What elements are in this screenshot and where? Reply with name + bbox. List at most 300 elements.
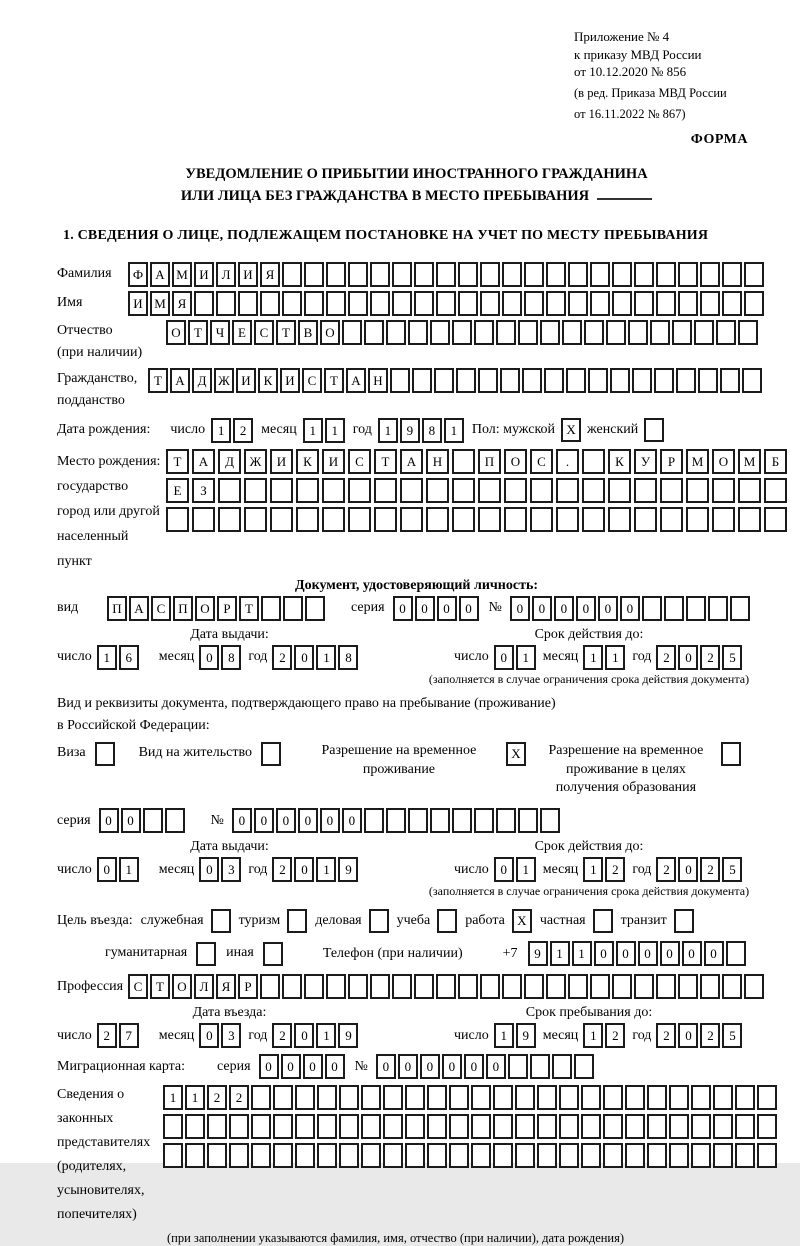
char-cell[interactable]: 1 <box>583 645 603 670</box>
char-cell[interactable]: 0 <box>704 941 724 966</box>
char-cell[interactable] <box>400 507 423 532</box>
char-cell[interactable] <box>650 320 670 345</box>
char-cell[interactable]: А <box>150 262 170 287</box>
char-cell[interactable]: 9 <box>338 1023 358 1048</box>
char-cell[interactable] <box>669 1143 689 1168</box>
char-cell[interactable] <box>383 1143 403 1168</box>
char-cell[interactable] <box>339 1143 359 1168</box>
female-checkbox[interactable] <box>644 418 664 442</box>
char-cell[interactable] <box>192 507 215 532</box>
char-cell[interactable]: 0 <box>99 808 119 833</box>
char-cell[interactable]: Ж <box>244 449 267 474</box>
char-cell[interactable] <box>546 262 566 287</box>
char-cell[interactable] <box>603 1114 623 1139</box>
char-cell[interactable]: 0 <box>199 857 219 882</box>
char-cell[interactable] <box>364 320 384 345</box>
char-cell[interactable]: 0 <box>199 1023 219 1048</box>
char-cell[interactable] <box>634 262 654 287</box>
purpose-transit-checkbox[interactable] <box>674 909 694 933</box>
char-cell[interactable] <box>493 1085 513 1110</box>
char-cell[interactable] <box>713 1085 733 1110</box>
char-cell[interactable] <box>305 596 325 621</box>
char-cell[interactable]: Е <box>166 478 189 503</box>
char-cell[interactable] <box>480 974 500 999</box>
purpose-official-checkbox[interactable] <box>211 909 231 933</box>
char-cell[interactable] <box>722 262 742 287</box>
char-cell[interactable] <box>522 368 542 393</box>
char-cell[interactable]: 0 <box>254 808 274 833</box>
char-cell[interactable]: 0 <box>320 808 340 833</box>
char-cell[interactable] <box>708 596 728 621</box>
char-cell[interactable] <box>581 1143 601 1168</box>
char-cell[interactable] <box>568 262 588 287</box>
char-cell[interactable] <box>496 808 516 833</box>
char-cell[interactable] <box>478 507 501 532</box>
char-cell[interactable] <box>524 262 544 287</box>
char-cell[interactable]: П <box>478 449 501 474</box>
char-cell[interactable] <box>738 478 761 503</box>
char-cell[interactable] <box>260 291 280 316</box>
char-cell[interactable]: 2 <box>700 857 720 882</box>
char-cell[interactable]: . <box>556 449 579 474</box>
char-cell[interactable] <box>166 507 189 532</box>
char-cell[interactable]: К <box>608 449 631 474</box>
char-cell[interactable] <box>524 291 544 316</box>
char-cell[interactable] <box>282 974 302 999</box>
char-cell[interactable]: 0 <box>376 1054 396 1079</box>
char-cell[interactable] <box>449 1085 469 1110</box>
char-cell[interactable] <box>726 941 746 966</box>
char-cell[interactable] <box>408 808 428 833</box>
char-cell[interactable] <box>374 478 397 503</box>
char-cell[interactable] <box>478 478 501 503</box>
char-cell[interactable] <box>537 1085 557 1110</box>
char-cell[interactable]: Н <box>368 368 388 393</box>
char-cell[interactable] <box>392 974 412 999</box>
char-cell[interactable] <box>590 291 610 316</box>
char-cell[interactable] <box>559 1143 579 1168</box>
char-cell[interactable] <box>632 368 652 393</box>
char-cell[interactable] <box>304 262 324 287</box>
char-cell[interactable]: 1 <box>550 941 570 966</box>
char-cell[interactable] <box>370 974 390 999</box>
char-cell[interactable] <box>251 1114 271 1139</box>
char-cell[interactable] <box>296 478 319 503</box>
char-cell[interactable] <box>764 507 787 532</box>
purpose-study-checkbox[interactable] <box>437 909 457 933</box>
char-cell[interactable]: 1 <box>378 418 398 443</box>
char-cell[interactable] <box>383 1085 403 1110</box>
char-cell[interactable] <box>738 507 761 532</box>
char-cell[interactable] <box>540 808 560 833</box>
temp-residence-checkbox[interactable]: X <box>506 742 526 766</box>
char-cell[interactable] <box>317 1085 337 1110</box>
char-cell[interactable] <box>405 1085 425 1110</box>
char-cell[interactable] <box>452 478 475 503</box>
char-cell[interactable] <box>735 1143 755 1168</box>
char-cell[interactable]: 1 <box>583 857 603 882</box>
char-cell[interactable] <box>568 974 588 999</box>
char-cell[interactable] <box>317 1143 337 1168</box>
char-cell[interactable]: О <box>712 449 735 474</box>
char-cell[interactable]: 0 <box>594 941 614 966</box>
char-cell[interactable]: А <box>192 449 215 474</box>
char-cell[interactable] <box>546 974 566 999</box>
char-cell[interactable] <box>474 808 494 833</box>
char-cell[interactable] <box>694 320 714 345</box>
char-cell[interactable]: 0 <box>121 808 141 833</box>
char-cell[interactable]: 0 <box>398 1054 418 1079</box>
char-cell[interactable] <box>686 478 709 503</box>
char-cell[interactable] <box>427 1085 447 1110</box>
char-cell[interactable] <box>590 974 610 999</box>
char-cell[interactable] <box>283 596 303 621</box>
char-cell[interactable]: 5 <box>722 1023 742 1048</box>
temp-residence-education-checkbox[interactable] <box>721 742 741 766</box>
char-cell[interactable] <box>568 291 588 316</box>
char-cell[interactable] <box>582 507 605 532</box>
char-cell[interactable]: Ч <box>210 320 230 345</box>
char-cell[interactable]: И <box>236 368 256 393</box>
char-cell[interactable] <box>530 478 553 503</box>
char-cell[interactable] <box>361 1143 381 1168</box>
purpose-business-checkbox[interactable] <box>369 909 389 933</box>
char-cell[interactable] <box>326 974 346 999</box>
char-cell[interactable]: 2 <box>605 1023 625 1048</box>
char-cell[interactable] <box>612 974 632 999</box>
char-cell[interactable]: С <box>530 449 553 474</box>
char-cell[interactable]: 1 <box>572 941 592 966</box>
char-cell[interactable] <box>713 1143 733 1168</box>
char-cell[interactable] <box>493 1143 513 1168</box>
char-cell[interactable]: 0 <box>554 596 574 621</box>
char-cell[interactable] <box>426 507 449 532</box>
char-cell[interactable]: 9 <box>516 1023 536 1048</box>
char-cell[interactable] <box>691 1085 711 1110</box>
char-cell[interactable] <box>348 974 368 999</box>
char-cell[interactable]: Р <box>238 974 258 999</box>
char-cell[interactable]: 2 <box>233 418 253 443</box>
char-cell[interactable] <box>165 808 185 833</box>
char-cell[interactable] <box>273 1085 293 1110</box>
char-cell[interactable]: 1 <box>605 645 625 670</box>
char-cell[interactable]: 2 <box>700 645 720 670</box>
char-cell[interactable]: 3 <box>221 857 241 882</box>
char-cell[interactable]: Т <box>276 320 296 345</box>
char-cell[interactable] <box>449 1114 469 1139</box>
char-cell[interactable]: 0 <box>486 1054 506 1079</box>
char-cell[interactable]: 0 <box>97 857 117 882</box>
char-cell[interactable] <box>712 478 735 503</box>
char-cell[interactable] <box>471 1085 491 1110</box>
char-cell[interactable]: 0 <box>259 1054 279 1079</box>
char-cell[interactable]: А <box>129 596 149 621</box>
char-cell[interactable] <box>304 291 324 316</box>
char-cell[interactable] <box>452 507 475 532</box>
char-cell[interactable]: 0 <box>298 808 318 833</box>
char-cell[interactable] <box>386 320 406 345</box>
char-cell[interactable] <box>612 291 632 316</box>
char-cell[interactable]: И <box>238 262 258 287</box>
char-cell[interactable]: С <box>151 596 171 621</box>
char-cell[interactable] <box>474 320 494 345</box>
char-cell[interactable]: 0 <box>294 857 314 882</box>
char-cell[interactable]: Б <box>764 449 787 474</box>
char-cell[interactable] <box>664 596 684 621</box>
char-cell[interactable]: 0 <box>276 808 296 833</box>
char-cell[interactable] <box>370 291 390 316</box>
char-cell[interactable]: 0 <box>415 596 435 621</box>
char-cell[interactable] <box>722 974 742 999</box>
char-cell[interactable]: С <box>128 974 148 999</box>
char-cell[interactable]: 2 <box>272 645 292 670</box>
char-cell[interactable] <box>427 1114 447 1139</box>
char-cell[interactable] <box>392 291 412 316</box>
char-cell[interactable]: В <box>298 320 318 345</box>
char-cell[interactable]: Ж <box>214 368 234 393</box>
char-cell[interactable] <box>574 1054 594 1079</box>
char-cell[interactable]: О <box>172 974 192 999</box>
char-cell[interactable]: И <box>270 449 293 474</box>
char-cell[interactable]: Ф <box>128 262 148 287</box>
char-cell[interactable]: А <box>170 368 190 393</box>
char-cell[interactable] <box>660 478 683 503</box>
char-cell[interactable] <box>691 1143 711 1168</box>
char-cell[interactable] <box>552 1054 572 1079</box>
char-cell[interactable] <box>757 1143 777 1168</box>
char-cell[interactable]: 0 <box>393 596 413 621</box>
char-cell[interactable] <box>317 1114 337 1139</box>
char-cell[interactable]: Д <box>218 449 241 474</box>
purpose-tourism-checkbox[interactable] <box>287 909 307 933</box>
char-cell[interactable]: 0 <box>342 808 362 833</box>
char-cell[interactable]: 2 <box>700 1023 720 1048</box>
char-cell[interactable] <box>518 320 538 345</box>
char-cell[interactable] <box>458 262 478 287</box>
char-cell[interactable] <box>764 478 787 503</box>
char-cell[interactable] <box>408 320 428 345</box>
char-cell[interactable] <box>669 1114 689 1139</box>
char-cell[interactable] <box>386 808 406 833</box>
char-cell[interactable]: 0 <box>294 645 314 670</box>
char-cell[interactable]: Т <box>324 368 344 393</box>
char-cell[interactable] <box>361 1114 381 1139</box>
char-cell[interactable] <box>392 262 412 287</box>
char-cell[interactable] <box>678 974 698 999</box>
char-cell[interactable]: О <box>166 320 186 345</box>
char-cell[interactable]: 0 <box>532 596 552 621</box>
char-cell[interactable] <box>678 291 698 316</box>
char-cell[interactable]: 0 <box>616 941 636 966</box>
char-cell[interactable] <box>508 1054 528 1079</box>
char-cell[interactable]: С <box>348 449 371 474</box>
char-cell[interactable] <box>295 1143 315 1168</box>
char-cell[interactable] <box>581 1085 601 1110</box>
char-cell[interactable]: 0 <box>459 596 479 621</box>
char-cell[interactable]: Р <box>217 596 237 621</box>
char-cell[interactable] <box>556 507 579 532</box>
char-cell[interactable] <box>434 368 454 393</box>
char-cell[interactable]: И <box>194 262 214 287</box>
char-cell[interactable] <box>590 262 610 287</box>
char-cell[interactable] <box>480 262 500 287</box>
char-cell[interactable] <box>581 1114 601 1139</box>
char-cell[interactable] <box>496 320 516 345</box>
char-cell[interactable] <box>270 478 293 503</box>
char-cell[interactable] <box>584 320 604 345</box>
char-cell[interactable]: А <box>400 449 423 474</box>
char-cell[interactable] <box>634 507 657 532</box>
char-cell[interactable]: 7 <box>119 1023 139 1048</box>
char-cell[interactable]: 2 <box>272 857 292 882</box>
char-cell[interactable] <box>722 291 742 316</box>
char-cell[interactable] <box>449 1143 469 1168</box>
char-cell[interactable]: 9 <box>338 857 358 882</box>
char-cell[interactable] <box>582 449 605 474</box>
char-cell[interactable] <box>676 368 696 393</box>
char-cell[interactable]: З <box>192 478 215 503</box>
char-cell[interactable]: 1 <box>316 1023 336 1048</box>
char-cell[interactable] <box>348 262 368 287</box>
char-cell[interactable] <box>390 368 410 393</box>
char-cell[interactable] <box>642 596 662 621</box>
char-cell[interactable]: П <box>107 596 127 621</box>
char-cell[interactable] <box>700 974 720 999</box>
char-cell[interactable] <box>458 291 478 316</box>
char-cell[interactable] <box>374 507 397 532</box>
char-cell[interactable] <box>634 291 654 316</box>
char-cell[interactable] <box>218 478 241 503</box>
char-cell[interactable]: 5 <box>722 645 742 670</box>
char-cell[interactable]: 0 <box>678 1023 698 1048</box>
char-cell[interactable]: 1 <box>185 1085 205 1110</box>
char-cell[interactable] <box>326 291 346 316</box>
char-cell[interactable]: М <box>686 449 709 474</box>
char-cell[interactable] <box>537 1143 557 1168</box>
char-cell[interactable]: Л <box>216 262 236 287</box>
char-cell[interactable] <box>458 974 478 999</box>
char-cell[interactable] <box>426 478 449 503</box>
char-cell[interactable] <box>502 974 522 999</box>
char-cell[interactable]: Н <box>426 449 449 474</box>
char-cell[interactable] <box>326 262 346 287</box>
char-cell[interactable]: Д <box>192 368 212 393</box>
char-cell[interactable]: 0 <box>494 857 514 882</box>
residence-permit-checkbox[interactable] <box>261 742 281 766</box>
char-cell[interactable]: 2 <box>605 857 625 882</box>
char-cell[interactable]: 0 <box>576 596 596 621</box>
char-cell[interactable]: Я <box>260 262 280 287</box>
char-cell[interactable] <box>282 262 302 287</box>
char-cell[interactable] <box>414 262 434 287</box>
char-cell[interactable] <box>716 320 736 345</box>
char-cell[interactable] <box>559 1114 579 1139</box>
char-cell[interactable] <box>339 1085 359 1110</box>
char-cell[interactable]: 0 <box>281 1054 301 1079</box>
char-cell[interactable] <box>322 478 345 503</box>
char-cell[interactable] <box>656 262 676 287</box>
char-cell[interactable]: Е <box>232 320 252 345</box>
char-cell[interactable]: 1 <box>494 1023 514 1048</box>
char-cell[interactable] <box>524 974 544 999</box>
char-cell[interactable] <box>634 478 657 503</box>
char-cell[interactable] <box>518 808 538 833</box>
char-cell[interactable] <box>163 1114 183 1139</box>
char-cell[interactable]: О <box>320 320 340 345</box>
char-cell[interactable] <box>244 507 267 532</box>
char-cell[interactable] <box>143 808 163 833</box>
char-cell[interactable] <box>744 262 764 287</box>
char-cell[interactable] <box>669 1085 689 1110</box>
char-cell[interactable] <box>742 368 762 393</box>
char-cell[interactable] <box>610 368 630 393</box>
char-cell[interactable]: 2 <box>656 645 676 670</box>
char-cell[interactable]: О <box>504 449 527 474</box>
char-cell[interactable] <box>270 507 293 532</box>
char-cell[interactable] <box>757 1085 777 1110</box>
char-cell[interactable] <box>361 1085 381 1110</box>
char-cell[interactable] <box>515 1085 535 1110</box>
char-cell[interactable]: Т <box>150 974 170 999</box>
char-cell[interactable] <box>672 320 692 345</box>
char-cell[interactable] <box>194 291 214 316</box>
char-cell[interactable] <box>163 1143 183 1168</box>
char-cell[interactable]: 3 <box>221 1023 241 1048</box>
char-cell[interactable] <box>430 320 450 345</box>
char-cell[interactable] <box>452 320 472 345</box>
char-cell[interactable] <box>229 1114 249 1139</box>
char-cell[interactable]: 0 <box>510 596 530 621</box>
char-cell[interactable] <box>251 1085 271 1110</box>
char-cell[interactable] <box>244 478 267 503</box>
char-cell[interactable]: 5 <box>722 857 742 882</box>
purpose-other-checkbox[interactable] <box>263 942 283 966</box>
char-cell[interactable]: 0 <box>464 1054 484 1079</box>
char-cell[interactable]: К <box>258 368 278 393</box>
char-cell[interactable] <box>216 291 236 316</box>
char-cell[interactable] <box>471 1143 491 1168</box>
char-cell[interactable]: 0 <box>682 941 702 966</box>
char-cell[interactable]: Т <box>239 596 259 621</box>
char-cell[interactable]: 6 <box>119 645 139 670</box>
purpose-private-checkbox[interactable] <box>593 909 613 933</box>
char-cell[interactable] <box>656 291 676 316</box>
char-cell[interactable]: К <box>296 449 319 474</box>
char-cell[interactable] <box>730 596 750 621</box>
char-cell[interactable]: 1 <box>211 418 231 443</box>
char-cell[interactable] <box>647 1143 667 1168</box>
char-cell[interactable] <box>412 368 432 393</box>
char-cell[interactable]: 0 <box>232 808 252 833</box>
visa-checkbox[interactable] <box>95 742 115 766</box>
char-cell[interactable] <box>348 478 371 503</box>
purpose-humanitarian-checkbox[interactable] <box>196 942 216 966</box>
char-cell[interactable] <box>500 368 520 393</box>
char-cell[interactable] <box>691 1114 711 1139</box>
char-cell[interactable] <box>273 1114 293 1139</box>
char-cell[interactable] <box>603 1085 623 1110</box>
char-cell[interactable] <box>405 1143 425 1168</box>
char-cell[interactable] <box>744 291 764 316</box>
char-cell[interactable] <box>502 262 522 287</box>
char-cell[interactable]: 2 <box>229 1085 249 1110</box>
char-cell[interactable] <box>712 507 735 532</box>
char-cell[interactable]: 2 <box>207 1085 227 1110</box>
char-cell[interactable] <box>608 478 631 503</box>
char-cell[interactable] <box>612 262 632 287</box>
char-cell[interactable] <box>383 1114 403 1139</box>
char-cell[interactable]: М <box>172 262 192 287</box>
